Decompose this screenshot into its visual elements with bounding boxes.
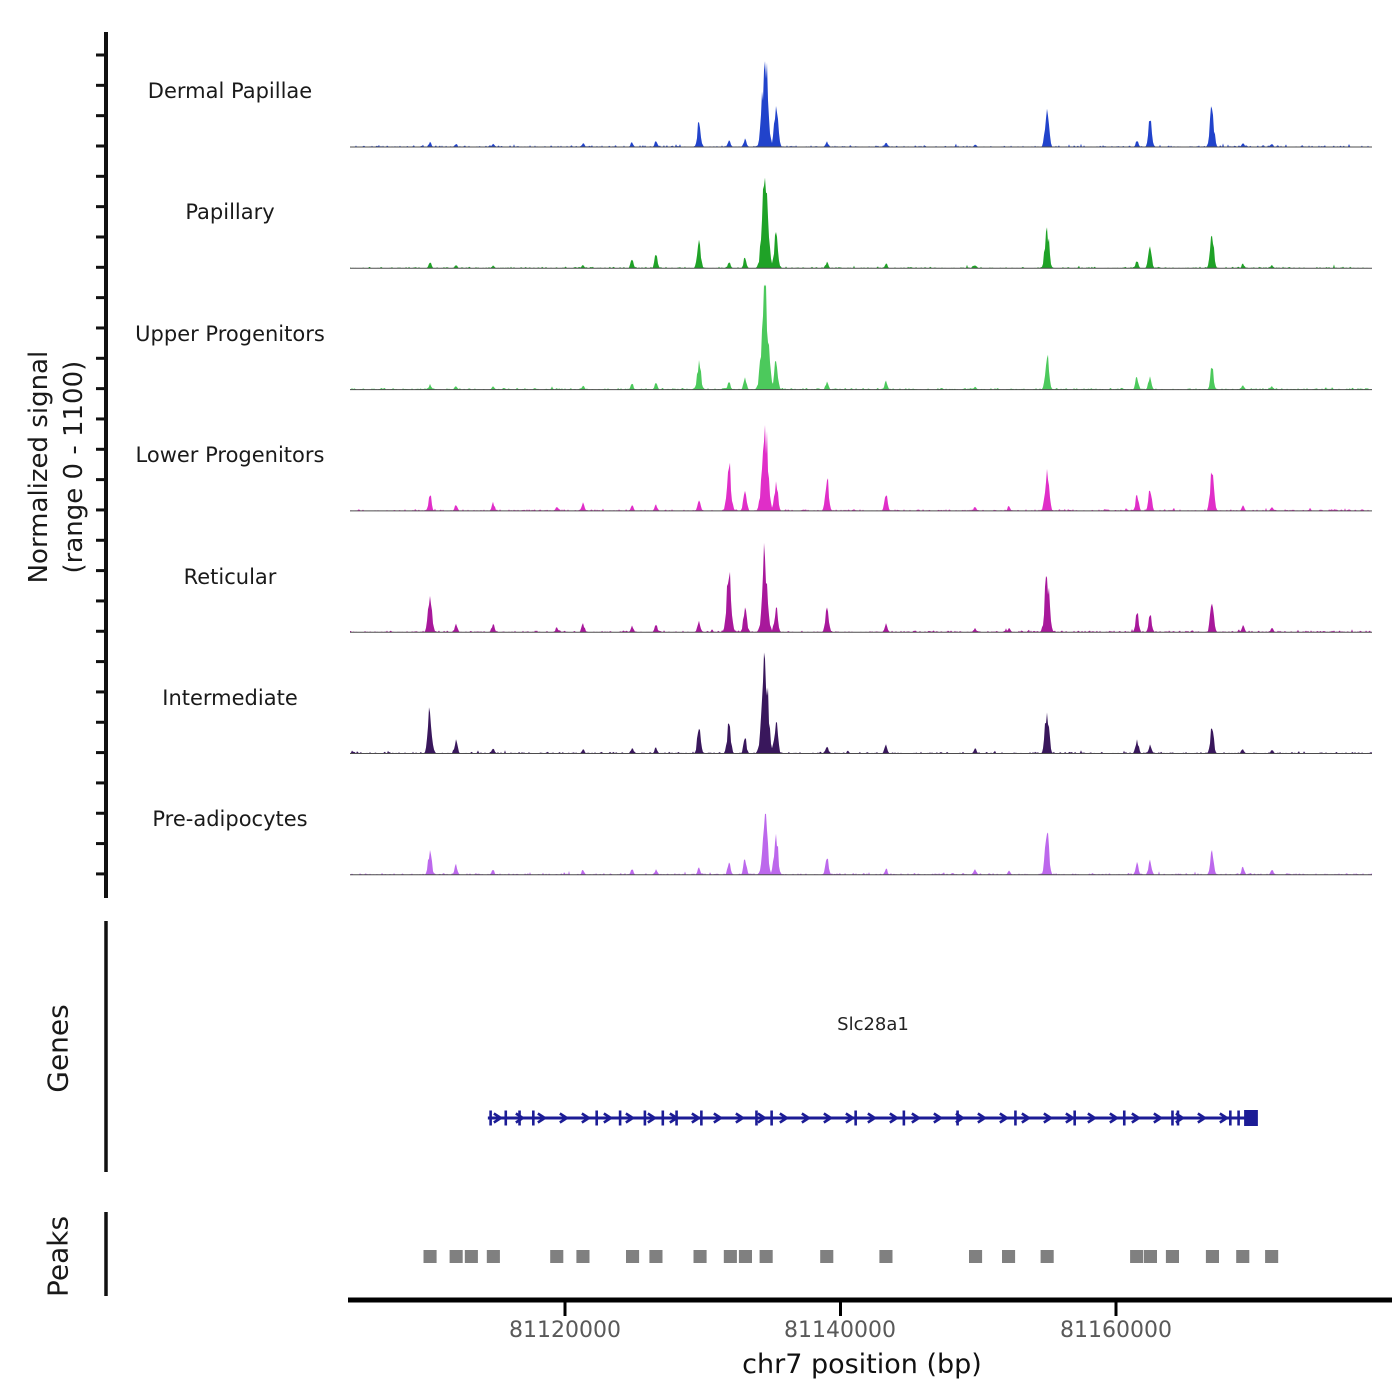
- gene-name-label: Slc28a1: [837, 1014, 909, 1035]
- track-label-papillary: Papillary: [185, 200, 275, 224]
- x-axis-title: chr7 position (bp): [742, 1349, 982, 1380]
- track-label-pre-adipocytes: Pre-adipocytes: [152, 807, 308, 831]
- x-tick-81160000: 81160000: [1060, 1318, 1172, 1343]
- x-tick-81140000: 81140000: [784, 1318, 896, 1343]
- x-tick-81120000: 81120000: [509, 1318, 621, 1343]
- y-axis-label-line2: (range 0 - 1100): [59, 360, 89, 574]
- peaks-section-label: Peaks: [41, 1215, 75, 1298]
- track-label-dermal-papillae: Dermal Papillae: [147, 79, 313, 103]
- genes-section-label: Genes: [41, 1004, 75, 1093]
- track-label-intermediate: Intermediate: [162, 686, 298, 710]
- track-label-upper-progenitors: Upper Progenitors: [135, 322, 325, 346]
- y-axis-label-line1: Normalized signal: [23, 350, 54, 584]
- track-label-lower-progenitors: Lower Progenitors: [135, 443, 325, 467]
- track-label-reticular: Reticular: [183, 565, 277, 589]
- y-axis-label: [22, 167, 92, 767]
